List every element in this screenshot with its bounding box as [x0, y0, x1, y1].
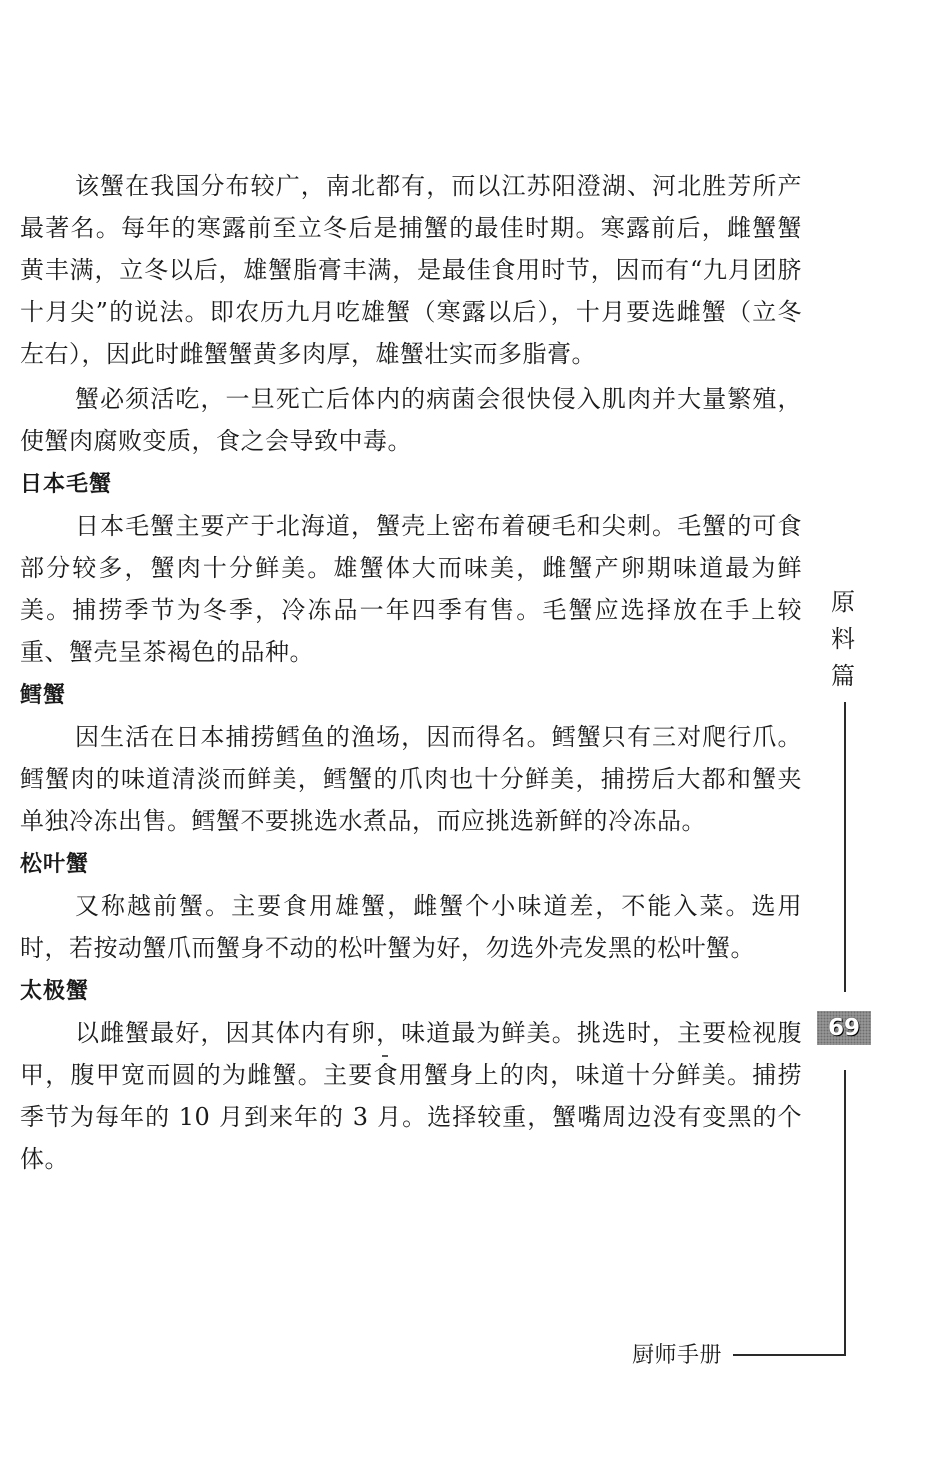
margin-rule-lower [844, 1070, 846, 1354]
section-heading-matsuba-crab: 松叶蟹 [20, 852, 90, 877]
footer-rule [733, 1354, 846, 1356]
intro-paragraph-1: 该蟹在我国分布较广，南北都有，而以江苏阳澄湖、河北胜芳所产最著名。每年的寒露前至立冬后是捕蟹的最佳时期。寒露前后，雌蟹蟹黄丰满，立冬以后，雄蟹脂膏丰满，是最佳食用时节，因而有“九月团脐十月尖”的说法。即农历九月吃雄蟹（寒露以后），十月要选雌蟹（立冬左右），因此时雌蟹蟹黄多肉厚，雄蟹壮实而多脂膏。 [20, 172, 802, 368]
section-text-cod-crab: 因生活在日本捕捞鳕鱼的渔场，因而得名。鳕蟹只有三对爬行爪。鳕蟹肉的味道清淡而鲜美，鳕蟹的爪肉也十分鲜美，捕捞后大都和蟹夹单独冷冻出售。鳕蟹不要挑选水煮品，而应挑选新鲜的冷冻品。 [20, 723, 802, 835]
section-heading-cod-crab: 鳕蟹 [20, 683, 67, 708]
page-body [20, 165, 802, 1183]
page-number-badge [817, 1011, 871, 1045]
page-number: 69 [827, 1015, 860, 1041]
margin-section-label [826, 584, 860, 695]
section-label-char: 原 [831, 588, 855, 616]
section-text-taiji-crab: 以雌蟹最好，因其体内有卵，味道最为鲜美。挑选时，主要检视腹甲，腹甲宽而圆的为雌蟹。主要食用蟹身上的肉，味道十分鲜美。捕捞季节为每年的 10 月到来年的 3 月。选择较重，蟹嘴周边没有变黑的个体。 [20, 1019, 802, 1173]
section-label-char: 料 [831, 625, 855, 653]
footer-book-title: 厨师手册 [632, 1343, 723, 1368]
section-heading-japanese-hair-crab: 日本毛蟹 [20, 472, 113, 497]
scan-speck [382, 1055, 388, 1057]
section-text-matsuba-crab: 又称越前蟹。主要食用雄蟹，雌蟹个小味道差，不能入菜。选用时，若按动蟹爪而蟹身不动的松叶蟹为好，勿选外壳发黑的松叶蟹。 [20, 892, 802, 962]
intro-paragraph-2: 蟹必须活吃，一旦死亡后体内的病菌会很快侵入肌肉并大量繁殖，使蟹肉腐败变质，食之会导致中毒。 [20, 385, 802, 455]
section-heading-taiji-crab: 太极蟹 [20, 979, 90, 1004]
margin-rule-upper [844, 702, 846, 992]
section-label-char: 篇 [831, 662, 855, 690]
section-text-japanese-hair-crab: 日本毛蟹主要产于北海道，蟹壳上密布着硬毛和尖刺。毛蟹的可食部分较多，蟹肉十分鲜美。雄蟹体大而味美，雌蟹产卵期味道最为鲜美。捕捞季节为冬季，冷冻品一年四季有售。毛蟹应选择放在手上较重、蟹壳呈茶褐色的品种。 [20, 512, 802, 666]
